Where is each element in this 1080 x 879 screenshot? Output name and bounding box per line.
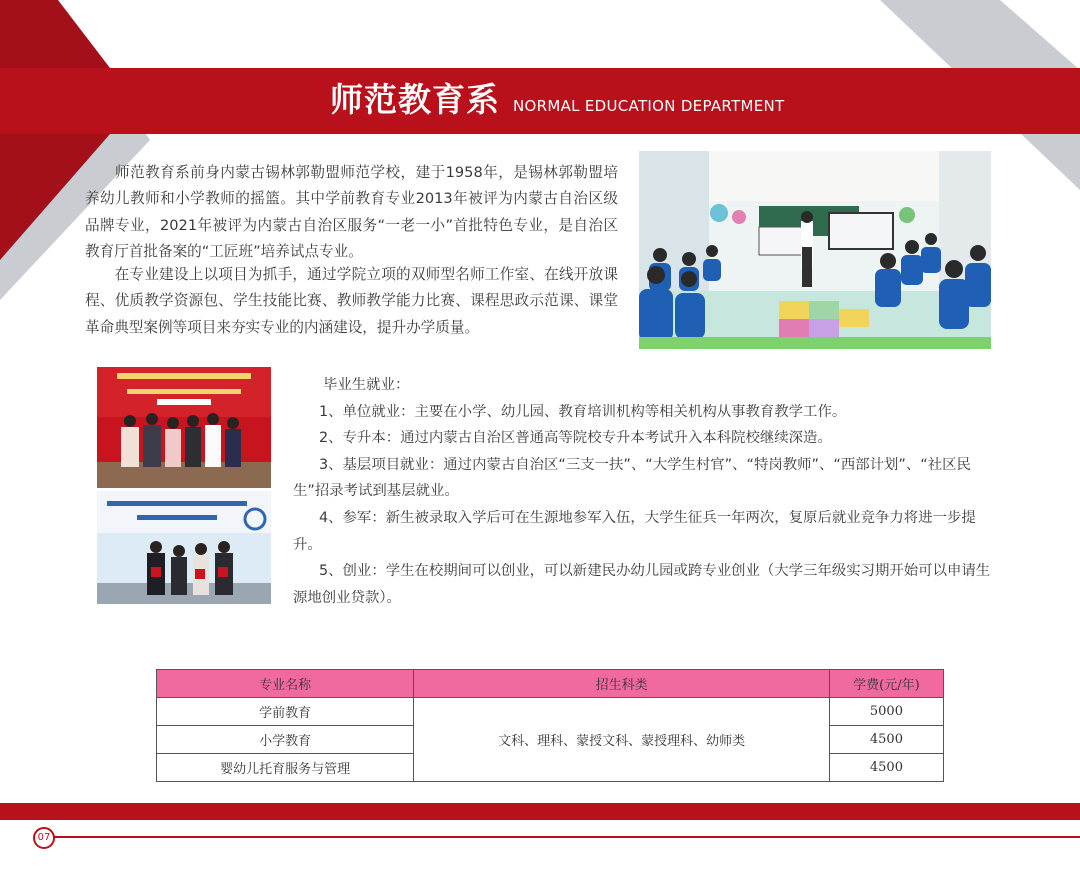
employment-item: 1、单位就业：主要在小学、幼儿园、教育培训机构等相关机构从事教育教学工作。 bbox=[319, 403, 847, 420]
intro-paragraph-1: 师范教育系前身内蒙古锡林郭勒盟师范学校，建于1958年，是锡林郭勒盟培养幼儿教师和小学教师的摇篮。其中学前教育专业2013年被评为内蒙古自治区级品牌专业，2021年被评为内蒙古自治区服务“一老一小”首批特色专业，是自治区教育厅首批备案的“工匠班”培养试点专业。 bbox=[85, 164, 618, 261]
major-cell: 学前教育 bbox=[157, 698, 414, 726]
header-subjects: 招生科类 bbox=[414, 670, 830, 698]
award-photo-1 bbox=[97, 367, 271, 488]
fee-table bbox=[156, 669, 944, 782]
table-header-row bbox=[157, 670, 944, 698]
employment-item: 2、专升本：通过内蒙古自治区普通高等院校专升本考试升入本科院校继续深造。 bbox=[319, 430, 832, 447]
major-cell: 小学教育 bbox=[157, 726, 414, 754]
footer-line bbox=[50, 836, 1080, 838]
employment-item: 4、参军：新生被录取入学后可在生源地参军入伍，大学生征兵一年两次，复原后就业竞争力将进一步提升。 bbox=[293, 509, 976, 553]
page-title: 师范教育系 bbox=[330, 80, 500, 119]
fee-cell: 5000 bbox=[829, 698, 943, 726]
subjects-cell: 文科、理科、蒙授文科、蒙授理科、幼师类 bbox=[414, 698, 830, 782]
table-row bbox=[157, 698, 944, 726]
footer-bar bbox=[0, 803, 1080, 820]
employment-section bbox=[293, 372, 993, 611]
header-fee: 学费(元/年) bbox=[829, 670, 943, 698]
page-number: 07 bbox=[33, 827, 55, 849]
employment-item: 3、基层项目就业：通过内蒙古自治区“三支一扶”、“大学生村官”、“特岗教师”、“西部计划”、“社区民生”招录考试到基层就业。 bbox=[293, 456, 971, 500]
intro-paragraph-2: 在专业建设上以项目为抓手，通过学院立项的双师型名师工作室、在线开放课程、优质教学资源包、学生技能比赛、教师教学能力比赛、课程思政示范课、课堂革命典型案例等项目来夯实专业的内涵建设，提升办学质量。 bbox=[85, 266, 618, 336]
fee-cell: 4500 bbox=[829, 754, 943, 782]
employment-heading: 毕业生就业： bbox=[323, 377, 410, 393]
header-major: 专业名称 bbox=[157, 670, 414, 698]
employment-item: 5、创业：学生在校期间可以创业，可以新建民办幼儿园或跨专业创业（大学三年级实习期开始可以申请生源地创业贷款）。 bbox=[293, 563, 991, 606]
major-cell: 婴幼儿托育服务与管理 bbox=[157, 754, 414, 782]
classroom-photo bbox=[639, 151, 991, 349]
fee-cell: 4500 bbox=[829, 726, 943, 754]
award-photo-2 bbox=[97, 491, 271, 604]
left-red-chevron-top bbox=[0, 0, 110, 68]
page-subtitle: NORMAL EDUCATION DEPARTMENT bbox=[513, 97, 785, 115]
